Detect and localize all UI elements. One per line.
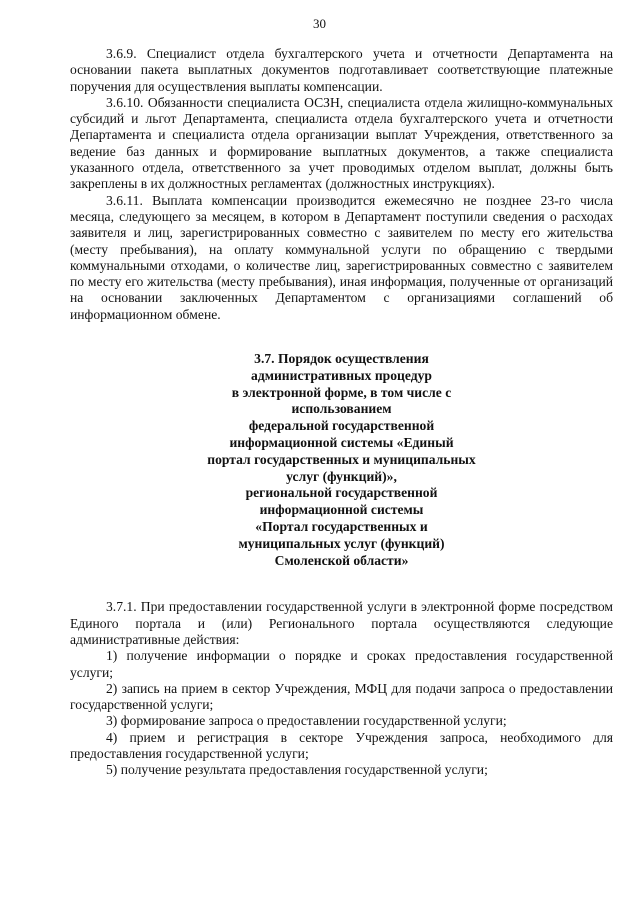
heading-line: услуг (функций)», — [286, 468, 397, 484]
heading-line: использованием — [291, 401, 392, 417]
heading-line: «Портал государственных и — [255, 519, 428, 535]
paragraph-3-6-11: 3.6.11. Выплата компенсации производится ежемесячно не позднее 23-го числа месяца, следующего за месяцем, в котором в Департамент поступили сведения о расходах заявителя и лиц, зарегистрированных совместно с заявителем по месту его жительства (месту пребывания), на оплату коммунальной услуги по обращению с твердыми коммунальными отходами, о количестве лиц, зарегистрированных совместно с заявителем по месту его жительства (месту пребывания), иная информация, полученные от организаций на основании заключенных Департаментом с организациями соглашений об информационном обмене. — [70, 192, 613, 322]
heading-line: административных процедур — [251, 367, 432, 383]
paragraph-3-7-1: 3.7.1. При предоставлении государственной услуги в электронной форме посредством Единого портала и (или) Регионального портала осуществляются следующие административные действия: — [70, 599, 613, 647]
heading-line: Смоленской области» — [274, 552, 409, 568]
paragraph-3-6-10: 3.6.10. Обязанности специалиста ОСЗН, специалиста отдела жилищно-коммунальных субсидий и льгот Департамента, специалиста отдела бухгалтерского учета и отчетности Департамента и специалиста отдела организации выплат Учреждения, ответственного за ведение баз данных и формирование выплатных документов, а также специалиста указанного отдела, ответственного за учет проводимых отделом выплат, должны быть закреплены в их должностных регламентах (должностных инструкциях). — [70, 94, 613, 192]
heading-line: федеральной государственной — [248, 418, 435, 434]
page-number: 30 — [313, 16, 326, 31]
heading-line: информационной системы — [259, 502, 424, 518]
paragraph-3-6-9: 3.6.9. Специалист отдела бухгалтерского учета и отчетности Департамента на основании пакета выплатных документов подготавливает соответствующие платежные поручения для осуществления выплаты компенсации. — [70, 46, 613, 94]
heading-line: информационной системы «Единый — [229, 435, 454, 451]
list-item: 1) получение информации о порядке и сроках предоставления государственной услуги; — [70, 648, 613, 680]
heading-line: портал государственных и муниципальных — [207, 451, 476, 467]
heading-line: в электронной форме, в том числе с — [231, 384, 452, 400]
list-item: 4) прием и регистрация в секторе Учреждения запроса, необходимого для предоставления государственной услуги; — [70, 729, 613, 762]
heading-line: 3.7. Порядок осуществления — [254, 351, 429, 367]
heading-line: муниципальных услуг (функций) — [238, 535, 445, 551]
document-body — [70, 46, 613, 779]
section-heading-3-7 — [70, 351, 613, 569]
list-item: 2) запись на прием в сектор Учреждения, МФЦ для подачи запроса о предоставлении государственной услуги; — [70, 680, 613, 713]
actions-list — [70, 648, 613, 778]
list-item: 5) получение результата предоставления государственной услуги; — [106, 762, 488, 778]
heading-line: региональной государственной — [245, 485, 438, 501]
list-item: 3) формирование запроса о предоставлении государственной услуги; — [106, 713, 507, 729]
